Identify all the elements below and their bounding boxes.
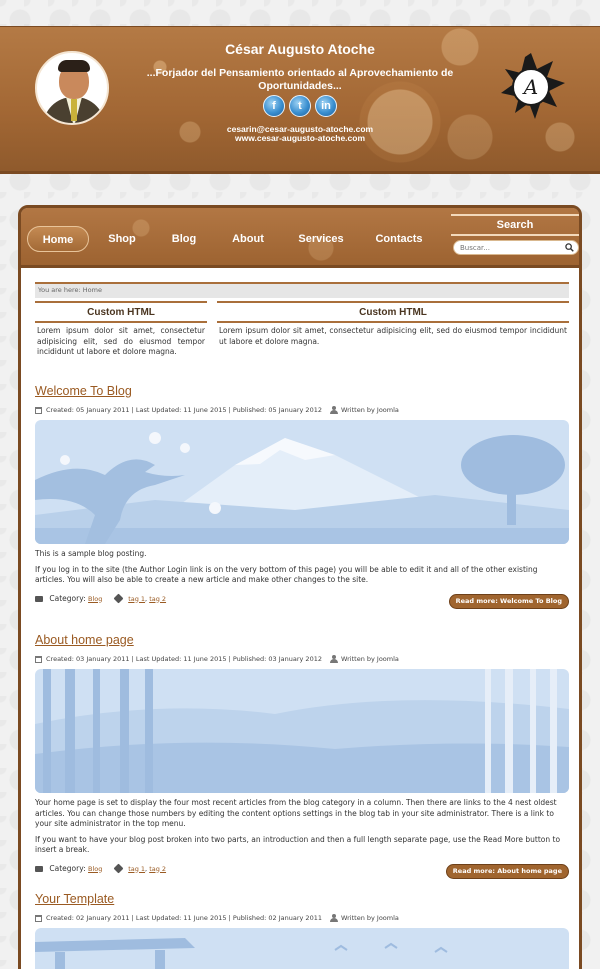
article-meta (35, 655, 569, 663)
bamboo-landscape-image (35, 669, 569, 793)
contact-website[interactable]: www.cesar-augusto-atoche.com (234, 133, 366, 143)
article-about-home (35, 633, 569, 880)
logo-letter: A (523, 75, 539, 99)
article-title[interactable]: About home page (35, 633, 134, 647)
nav-services[interactable]: Services (298, 233, 344, 245)
article-hero-image (35, 669, 569, 793)
module-text: Lorem ipsum dolor sit amet, consectetur adipisicing elit, sed do eiusmod tempor incididunt ut labore et dolore magna. (219, 326, 567, 346)
search-input[interactable] (460, 241, 560, 254)
temple-landscape-image (35, 928, 569, 969)
site-tagline: ...Forjador del Pensamiento orientado al Aprovechamiento de Oportunidades... (146, 67, 454, 92)
module-text: Lorem ipsum dolor sit amet, consectetur adipisicing elit, sed do eiusmod tempor incididunt ut labore et dolore magna. (37, 326, 205, 356)
module-title: Custom HTML (217, 303, 569, 323)
article-meta (35, 914, 569, 922)
tag-link[interactable]: tag 2 (149, 594, 167, 603)
category-label: Category: (49, 593, 86, 603)
user-icon (330, 914, 337, 922)
user-icon (330, 655, 337, 663)
read-more-button[interactable]: Read more: About home page (446, 864, 569, 879)
user-icon (330, 406, 337, 414)
custom-html-module-left (35, 301, 207, 358)
article-paragraph: Your home page is set to display the four most recent articles from the blog category in a column. Then there are links to the 4 nest oldest articles. You can change those numbers by editing the content options settings in the blog tab in your site administrator. There is a link to your site administrator in the top menu. (35, 798, 557, 828)
nav-home[interactable]: Home (27, 226, 89, 252)
article-paragraph: This is a sample blog posting. (35, 549, 147, 558)
twitter-icon[interactable]: t (289, 95, 311, 117)
module-title: Custom HTML (35, 303, 207, 323)
tag-icon (113, 594, 123, 604)
calendar-icon (35, 656, 42, 663)
main-panel (18, 205, 582, 969)
article-title[interactable]: Welcome To Blog (35, 384, 132, 398)
search-icon[interactable] (565, 243, 574, 252)
nav-shop[interactable]: Shop (108, 233, 136, 245)
article-author: Written by Joomla (340, 406, 399, 414)
article-footer: Category: Blog tag 1, tag 2 Read more: Welcome To Blog (35, 594, 569, 610)
article-hero-image (35, 928, 569, 969)
article-hero-image (35, 420, 569, 544)
tag-link[interactable]: tag 1 (128, 594, 146, 603)
article-dates: Created: 05 January 2011 | Last Updated: 11 June 2015 | Published: 05 January 2012 (46, 406, 322, 414)
calendar-icon (35, 407, 42, 414)
nav-contacts[interactable]: Contacts (375, 233, 423, 245)
site-logo (495, 51, 567, 123)
facebook-icon[interactable]: f (263, 95, 285, 117)
article-welcome (35, 384, 569, 610)
site-header (0, 26, 600, 174)
article-paragraph: If you want to have your blog post broken into two parts, an introduction and then a full length separate page, use the Read More button to insert a break. (35, 834, 561, 854)
custom-html-module-right (217, 301, 569, 347)
search-box (453, 240, 579, 255)
avatar (35, 51, 109, 125)
article-author: Written by Joomla (340, 914, 399, 922)
article-title[interactable]: Your Template (35, 892, 115, 906)
tag-link[interactable]: tag 2 (149, 864, 167, 873)
mountain-landscape-image (35, 420, 569, 544)
tag-icon (113, 864, 123, 874)
category-link[interactable]: Blog (88, 864, 103, 873)
category-label: Category: (49, 863, 86, 873)
search-title: Search (451, 214, 579, 236)
article-author: Written by Joomla (340, 655, 399, 663)
article-footer: Category: Blog tag 1, tag 2 Read more: About home page (35, 864, 569, 880)
linkedin-icon[interactable]: in (315, 95, 337, 117)
tag-link[interactable]: tag 1 (128, 864, 146, 873)
article-your-template (35, 892, 569, 969)
category-link[interactable]: Blog (88, 594, 103, 603)
article-paragraph: If you log in to the site (the Author Login link is on the very bottom of this page) you will be able to edit it and all of the other existing articles. You will also be able to create a new article and make other changes to the site. (35, 564, 538, 584)
breadcrumb: You are here: Home (35, 282, 569, 298)
contact-email[interactable]: cesarin@cesar-augusto-atoche.com (226, 124, 374, 134)
site-owner-name: César Augusto Atoche (225, 41, 375, 57)
nav-about[interactable]: About (232, 233, 264, 245)
read-more-button[interactable]: Read more: Welcome To Blog (449, 594, 569, 609)
social-links (263, 95, 337, 117)
folder-icon (35, 596, 43, 602)
article-dates: Created: 03 January 2011 | Last Updated: 11 June 2015 | Published: 03 January 2012 (46, 655, 322, 663)
article-dates: Created: 02 January 2011 | Last Updated: 11 June 2015 | Published: 02 January 2011 (46, 914, 322, 922)
main-navigation (21, 208, 579, 268)
calendar-icon (35, 915, 42, 922)
folder-icon (35, 866, 43, 872)
nav-blog[interactable]: Blog (171, 233, 197, 245)
article-meta (35, 406, 569, 414)
